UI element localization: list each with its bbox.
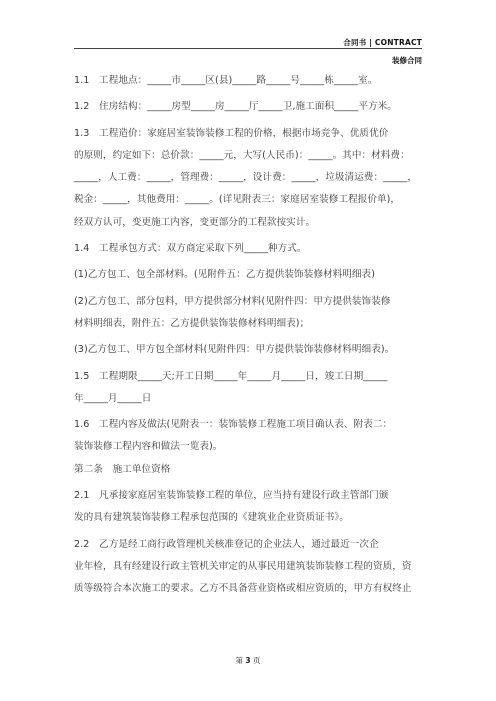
text-line: (3)乙方包工、甲方包全部材料(见附件四：甲方提供装饰装修材料明细表)。: [74, 344, 395, 356]
paragraph-1-5: [74, 366, 422, 411]
text-line: 经双方认可，变更施工内容，变更部分的工程款按实计。: [74, 216, 316, 228]
header-divider: [74, 48, 422, 49]
text-line: 发的具有建筑装饰装修工程承包范围的《建筑业企业资质证书》。: [74, 512, 349, 524]
text-line: 材料明细表，附件五：乙方提供装饰装修材料明细表)；: [74, 317, 310, 329]
page-number: 3: [245, 656, 251, 665]
text-line: (2)乙方包工、部分包料，甲方提供部分材料(见附件四：甲方提供装饰装修: [74, 295, 391, 307]
document-body: [74, 70, 422, 601]
text-line: 1.2 住房结构：_____房型_____房_____厅_____卫,施工面积_____平方米。: [74, 101, 397, 113]
text-line: 第二条 施工单位资格: [74, 463, 171, 475]
text-line: 装饰装修工程内容和做法一览表)。: [74, 441, 223, 453]
page-prefix: 第: [235, 656, 243, 665]
text-line: 2.2 乙方是经工商行政管理机关核准登记的企业法人，通过最近一次企: [74, 538, 379, 550]
page-footer: [0, 655, 496, 666]
text-line: (1)乙方包工、包全部材料。(见附件五：乙方提供装饰装修材料明细表): [74, 269, 375, 281]
section-2-heading: [74, 459, 422, 481]
option-1: [74, 264, 422, 286]
text-line: 的原则，约定如下：总价款：_____元，大写(人民币)：_____。其中：材料费：: [74, 149, 410, 161]
paragraph-1-1: [74, 70, 422, 92]
text-line: 质等级符合本次施工的要求。乙方不具备营业资格或相应资质的，甲方有权终止: [74, 583, 412, 595]
text-line: 1.3 工程造价：家庭居室装饰装修工程的价格，根据市场竞争、优质优价: [74, 127, 389, 139]
paragraph-2-1: [74, 485, 422, 530]
option-3: [74, 339, 422, 361]
option-2: [74, 291, 422, 336]
header-subtitle: 装修合同: [392, 56, 422, 65]
text-line: 业年检，具有经建设行政主管机关审定的从事民用建筑装饰装修工程的资质，资: [74, 560, 412, 572]
text-line: 1.4 工程承包方式：双方商定采取下列_____种方式。: [74, 243, 307, 255]
text-line: _____，人工费：_____，管理费：_____，设计费：_____，垃圾清运费：_____，: [74, 172, 417, 184]
paragraph-1-4: [74, 238, 422, 260]
header-title: 合同书 | CONTRACT: [343, 38, 422, 47]
paragraph-1-3: [74, 123, 422, 234]
text-line: 年_____月_____日: [74, 392, 152, 404]
paragraph-2-2: [74, 534, 422, 601]
paragraph-1-2: [74, 96, 422, 118]
text-line: 1.5 工程期限_____天;开工日期_____年_____月_____日，竣工日期_____: [74, 370, 388, 382]
text-line: 税金：_____，其他费用：_____。(详见附表三：家庭居室装修工程报价单)，: [74, 194, 401, 206]
text-line: 2.1 凡承接家庭居室装饰装修工程的单位，应当持有建设行政主管部门颁: [74, 490, 389, 502]
text-line: 1.1 工程地点：_____市_____区(县)_____路_____号_____栋_____室。: [74, 75, 378, 86]
text-line: 1.6 工程内容及做法(见附表一：装饰装修工程施工项目确认表、附表二：: [74, 419, 393, 431]
page-suffix: 页: [253, 656, 261, 665]
paragraph-1-6: [74, 414, 422, 459]
